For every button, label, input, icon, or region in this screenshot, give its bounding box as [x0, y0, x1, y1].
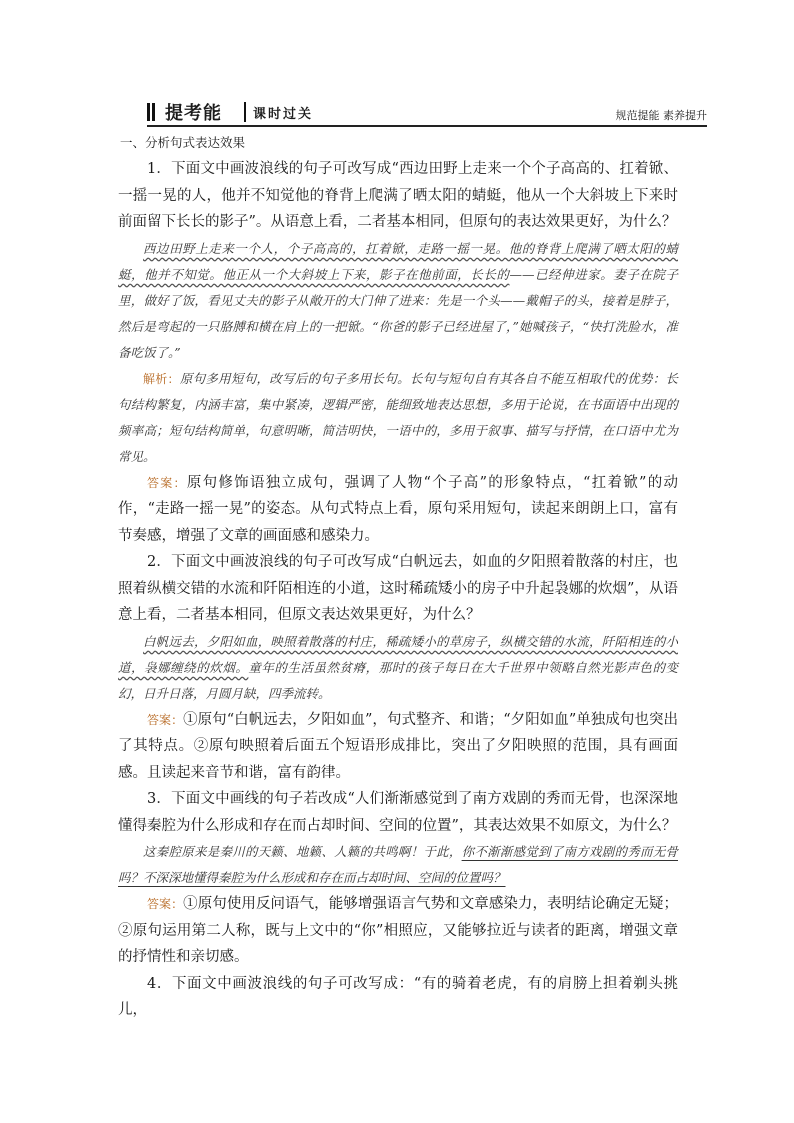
- answer-2: [118, 707, 678, 787]
- header-rule: [147, 125, 707, 127]
- answer-1: [118, 470, 678, 550]
- header-title: 提考能: [165, 103, 222, 124]
- passage-3-underlined: 你不渐渐感觉到了南方戏剧的秀而无骨吗？不深深地懂得秦腔为什么形成和存在而占却时间、空间的位置吗？: [118, 844, 678, 885]
- passage-2-rest: 童年的生活虽然贫瘠，那时的孩子每日在大千世界中领略自然光影声色的变幻，日升日落，月圆月缺，四季流转。: [118, 659, 678, 701]
- explanation-label: 解析：: [143, 371, 180, 386]
- header-bars-icon: [147, 103, 159, 121]
- answer-label: 答案：: [147, 475, 187, 490]
- question-1: 1．下面文中画波浪线的句子可改写成“西边田野上走来一个个子高高的、扛着锨、一摇一晃的人，他并不知觉他的脊背上爬满了晒太阳的蜻蜓，他从一个大斜坡上下来时前面留下长长的影子”。从语意上看，二者基本相同，但原句的表达效果更好，为什么？: [118, 161, 678, 230]
- answer-2-text: ①原句“白帆远去，夕阳如血”，句式整齐、和谐；“夕阳如血”单独成句也突出了其特点。②原句映照着后面五个短语形成排比，突出了夕阳映照的范围，具有画面感。且读起来音节和谐，富有韵律。: [118, 711, 678, 781]
- passage-1-rest: ——已经伸进家。妻子在院子里，做好了饭，看见丈夫的影子从敞开的大门伸了进来：先是一个头——戴帽子的头，接着是脖子，然后是弯起的一只胳膊和横在肩上的一把锨。“你爸的影子已经进屋了，”她喊孩子，“快打洗脸水，准备吃饭了。”: [118, 266, 678, 360]
- explanation-1-text: 原句多用短句，改写后的句子多用长句。长句与短句自有其各自不能互相取代的优势：长句结构繁复，内涵丰富，集中紧凑，逻辑严密，能细致地表达思想，多用于论说，在书面语中出现的频率高；短句结构简单，句意明晰，简洁明快，一语中的，多用于叙事、描写与抒情，在口语中尤为常见。: [118, 370, 678, 464]
- answer-label: 答案：: [147, 712, 184, 727]
- section-title: 一、分析句式表达效果: [120, 135, 246, 150]
- answer-1-text: 原句修饰语独立成句，强调了人物“个子高”的形象特点，“扛着锨”的动作，“走路一摇一晃”的姿态。从句式特点上看，原句采用短句，读起来朗朗上口，富有节奏感，增强了文章的画面感和感染力。: [118, 474, 678, 544]
- answer-label: 答案：: [147, 897, 184, 911]
- header-subtitle: 课时过关: [253, 107, 314, 122]
- passage-2-wavy: 白帆远去，夕阳如血，映照着散落的村庄，稀疏矮小的草房子，纵横交错的水流，阡陌相连的小道，袅娜缠绕的炊烟。: [118, 633, 678, 675]
- passage-3-pre: 这秦腔原来是秦川的天籁、地籁、人籁的共鸣啊！于此，: [143, 844, 462, 859]
- header-divider: [244, 102, 246, 122]
- question-2: 2．下面文中画波浪线的句子可改写成“白帆远去，如血的夕阳照着散落的村庄，也照着纵横交错的水流和阡陌相连的小道，这时稀疏矮小的房子中升起袅娜的炊烟”，从语意上看，二者基本相同，但原文表达效果更好，为什么？: [118, 554, 678, 623]
- explanation-1: [118, 366, 678, 470]
- question-4: 4．下面文中画波浪线的句子可改写成：“有的骑着老虎，有的肩膀上担着剃头挑儿，: [118, 975, 678, 1018]
- passage-3: [118, 839, 678, 891]
- answer-3-text: ①原句使用反问语气，能够增强语言气势和文章感染力，表明结论确定无疑；②原句运用第二人称，既与上文中的“你”相照应，又能够拉近与读者的距离，增强文章的抒情性和亲切感。: [118, 896, 678, 965]
- passage-1-wavy: 西边田野上走来一个人，个子高高的，扛着锨，走路一摇一晃。他的脊背上爬满了晒太阳的蜻蜓，他并不知觉。他正从一个大斜坡上下来，影子在他前面，长长的: [118, 240, 678, 282]
- header-right-label: 规范提能 素养提升: [615, 109, 707, 122]
- question-3: 3．下面文中画线的句子若改成“人们渐渐感觉到了南方戏剧的秀而无骨，也深深地懂得秦腔为什么形成和存在而占却时间、空间的位置”，其表达效果不如原文，为什么？: [118, 791, 678, 834]
- answer-3: [118, 891, 678, 971]
- passage-1: [118, 236, 678, 366]
- passage-2: [118, 629, 678, 707]
- section-header: [147, 100, 707, 126]
- page-content: [118, 132, 678, 1024]
